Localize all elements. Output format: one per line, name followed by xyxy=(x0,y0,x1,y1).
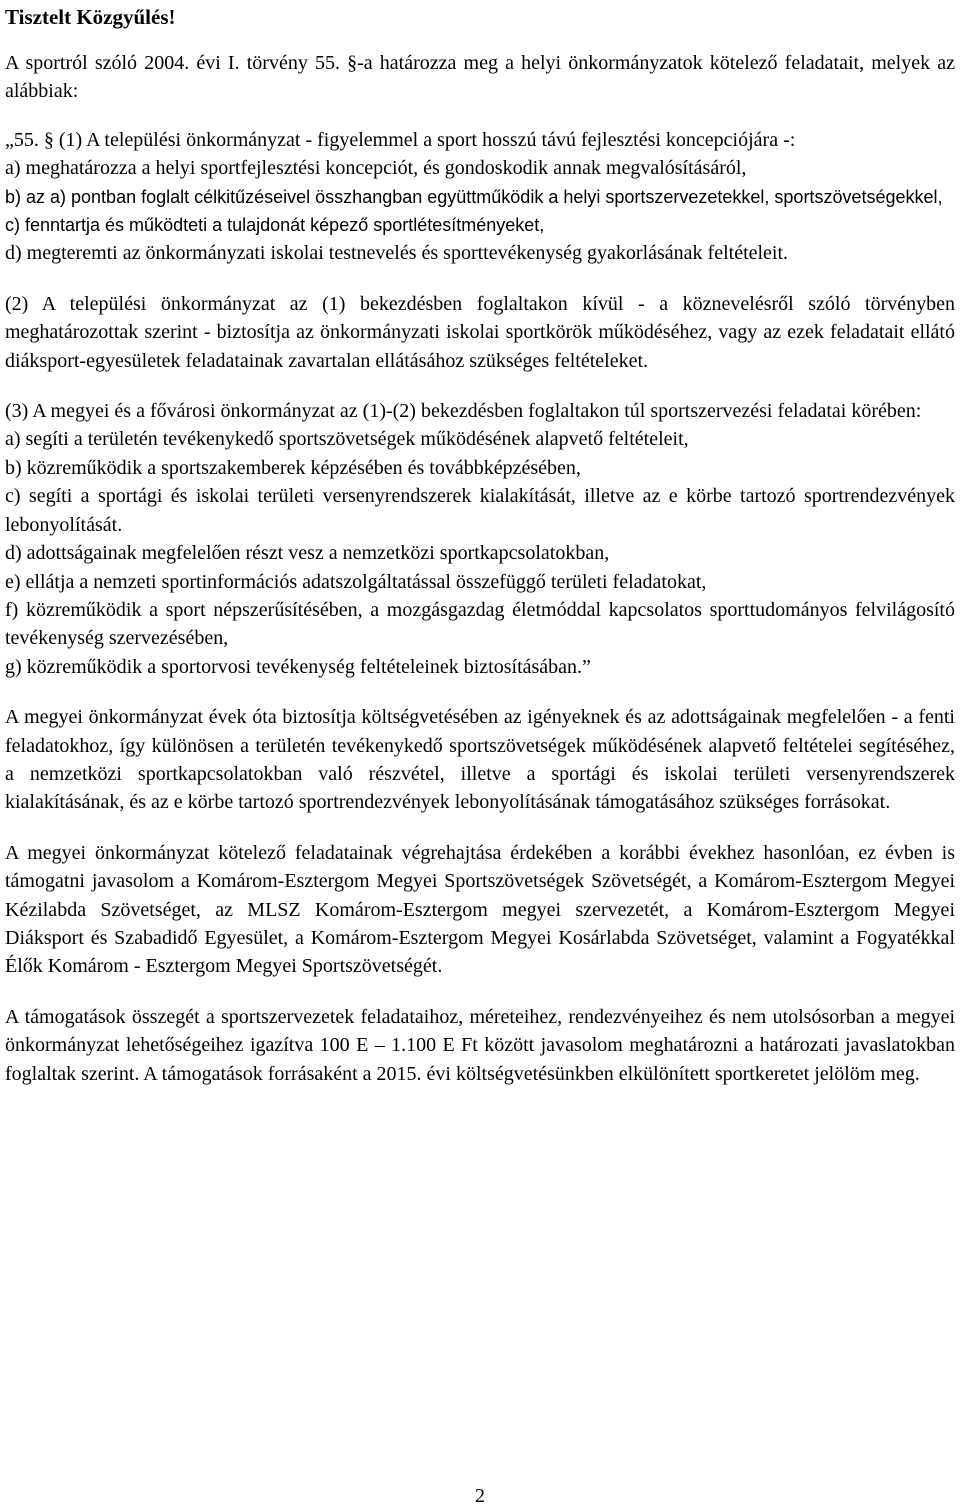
law-section-3-item-a: a) segíti a területén tevékenykedő sportszövetségek működésének alapvető feltételeit, xyxy=(5,428,689,451)
law-quote xyxy=(5,126,955,681)
page-number: 2 xyxy=(475,1485,485,1507)
law-section-3-item-f: f) közreműködik a sport népszerűsítésében, a mozgásgazdag életmóddal kapcsolatos sporttudományos felvilágosító tevékenység szervezésében, xyxy=(5,598,955,650)
law-section-3-item-b: b) közreműködik a sportszakemberek képzésében és továbbképzésében, xyxy=(5,456,581,479)
law-section-2: (2) A települési önkormányzat az (1) bekezdésben foglaltakon kívül - a köznevelésről szóló törvényben meghatározottak szerint - biztosítja az önkormányzati iskolai sportkörök működéséhez, vagy az ezek feladatait ellátó diáksport-egyesületek feladatainak zavartalan ellátásához szükséges feltételeket. xyxy=(5,292,955,372)
law-section-1-item-c: c) fenntartja és működteti a tulajdonát képező sportlétesítményeket, xyxy=(5,215,545,236)
county-funding-paragraph: A megyei önkormányzat évek óta biztosítja költségvetésében az igényeknek és az adottságainak megfelelően - a fenti feladatokhoz, így különösen a területén tevékenykedő sportszövetségek működésének alapvető feltételei segítéséhez, a nemzetközi sportkapcsolatokban való részvétel, illetve a sportági és iskolai területi versenyrendszerek kialakításának, és az e körbe tartozó sportrendezvények lebonyolításának támogatásához szükséges forrásokat. xyxy=(5,706,955,814)
law-section-3-item-c: c) segíti a sportági és iskolai területi versenyrendszerek kialakítását, illetve az e körbe tartozó sportrendezvények lebonyolítását. xyxy=(5,485,955,536)
law-section-3-item-e: e) ellátja a nemzeti sportinformációs adatszolgáltatással összefüggő területi feladatokat, xyxy=(5,570,707,593)
law-section-1-intro: „55. § (1) A települési önkormányzat - figyelemmel a sport hosszú távú fejlesztési koncepciójára -: xyxy=(5,128,796,151)
law-section-1-item-a: a) meghatározza a helyi sportfejlesztési koncepciót, és gondoskodik annak megvalósításáról, xyxy=(5,157,747,180)
document-page xyxy=(5,0,955,1088)
law-section-3-intro: (3) A megyei és a fővárosi önkormányzat az (1)-(2) bekezdésben foglaltakon túl sportszervezési feladatai körében: xyxy=(5,400,922,423)
intro-paragraph: A sportról szóló 2004. évi I. törvény 55. §-a határozza meg a helyi önkormányzatok kötelező feladatait, melyek az alábbiak: xyxy=(5,52,955,103)
document-title: Tisztelt Közgyűlés! xyxy=(5,5,176,29)
law-section-3-item-g: g) közreműködik a sportorvosi tevékenység feltételeinek biztosításában.” xyxy=(5,655,591,678)
support-amount-paragraph: A támogatások összegét a sportszervezetek feladataihoz, méreteihez, rendezvényeihez és nem utolsósorban a megyei önkormányzat lehetőségeihez igazítva 100 E – 1.100 E Ft között javasolom meghatározni a határozati javaslatokban foglaltak szerint. A támogatások forrásaként a 2015. évi költségvetésünkben elkülönített sportkeretet jelölöm meg. xyxy=(5,1005,955,1085)
law-section-1-item-b: b) az a) pontban foglalt célkitűzéseivel összhangban együttműködik a helyi sportszervezetekkel, sportszövetségekkel, xyxy=(5,186,943,207)
support-proposal-paragraph: A megyei önkormányzat kötelező feladatainak végrehajtása érdekében a korábbi évekhez hasonlóan, ez évben is támogatni javasolom a Komárom-Esztergom Megyei Sportszövetségek Szövetségét, a Komárom-Esztergom Megyei Kézilabda Szövetséget, az MLSZ Komárom-Esztergom megyei szervezetét, a Komárom-Esztergom Megyei Diáksport és Szabadidő Egyesület, a Komárom-Esztergom Megyei Kosárlabda Szövetséget, valamint a Fogyatékkal Élők Komárom - Esztergom Megyei Sportszövetségét. xyxy=(5,841,955,978)
law-section-3-item-d: d) adottságainak megfelelően részt vesz a nemzetközi sportkapcsolatokban, xyxy=(5,542,610,565)
law-section-1-item-d: d) megteremti az önkormányzati iskolai testnevelés és sporttevékenység gyakorlásának feltételeit. xyxy=(5,242,789,265)
